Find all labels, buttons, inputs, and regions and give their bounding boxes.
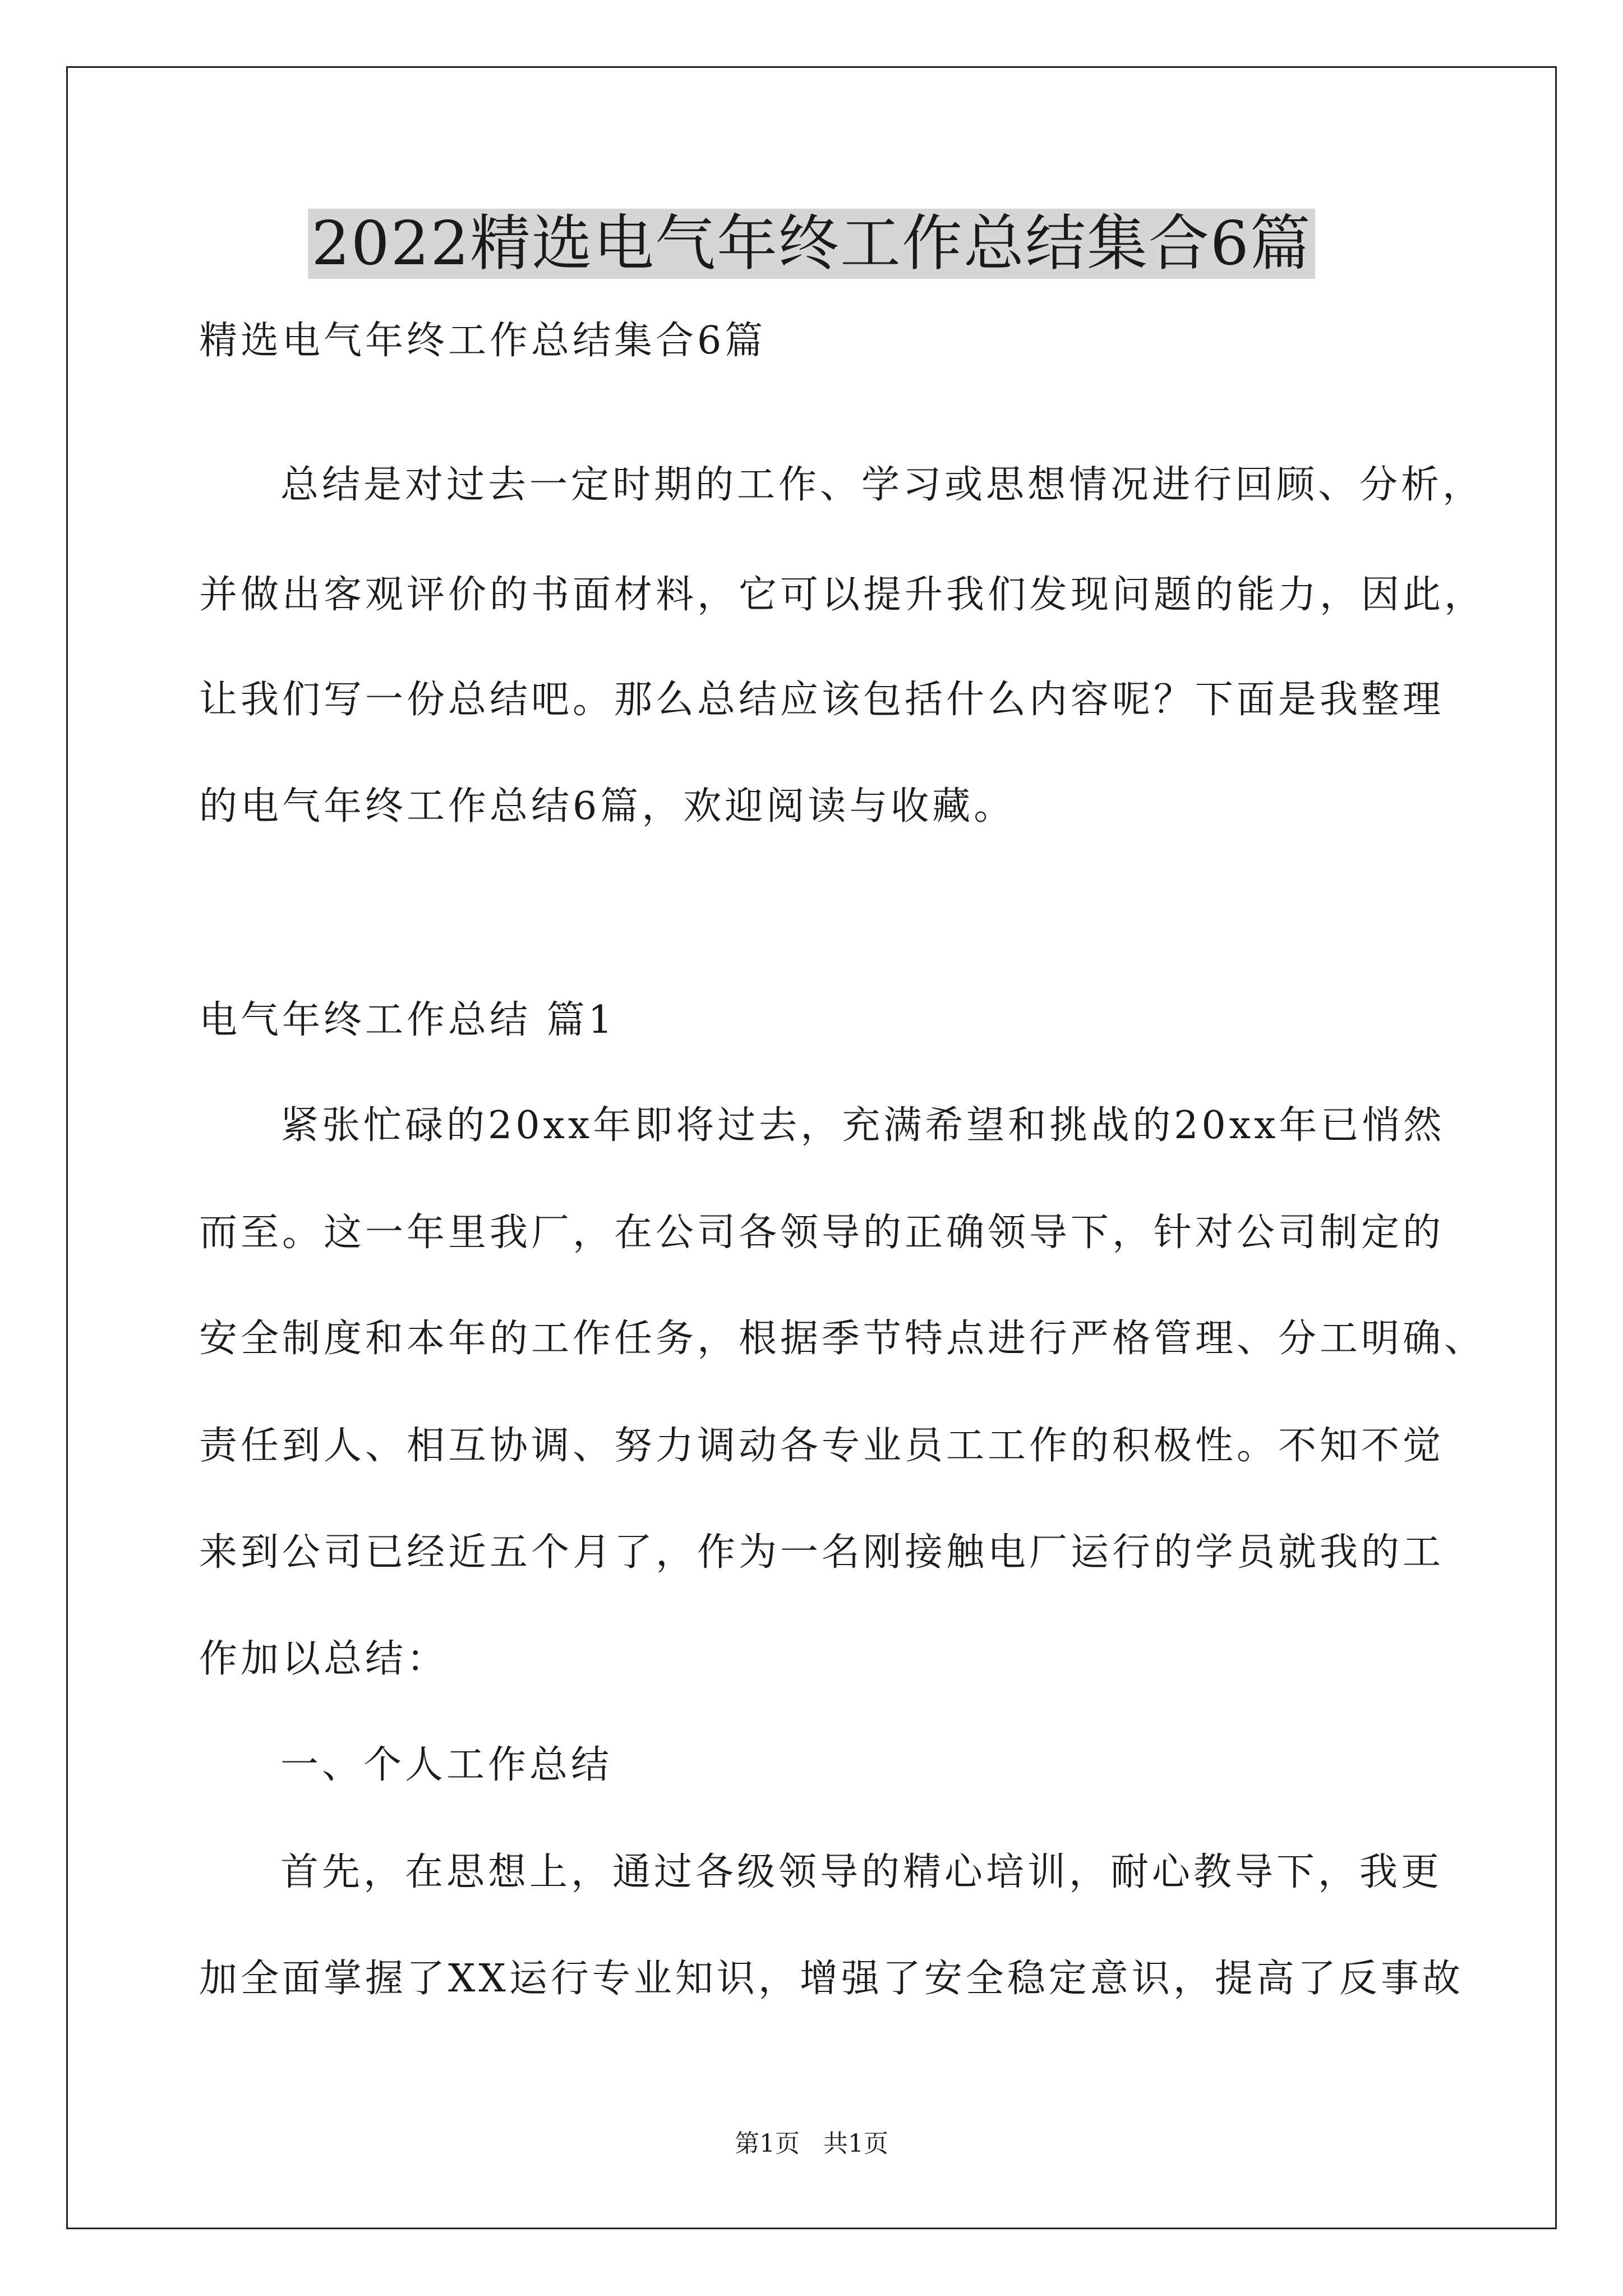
text-line: 的电气年终工作总结6篇，欢迎阅读与收藏。 xyxy=(199,784,1016,829)
text-line: 并做出客观评价的书面材料，它可以提升我们发现问题的能力，因此， xyxy=(199,573,1486,617)
page-footer: 第1页 共1页 xyxy=(735,2129,888,2158)
text-line: 作加以总结： xyxy=(199,1637,449,1681)
text-line: 让我们写一份总结吧。那么总结应该包括什么内容呢？下面是我整理 xyxy=(199,678,1445,722)
text-line: 加全面掌握了XX运行专业知识，增强了安全稳定意识，提高了反事故 xyxy=(199,1957,1464,2001)
text-line: 责任到人、相互协调、努力调动各专业员工工作的积极性。不知不觉 xyxy=(199,1424,1445,1468)
text-line: 首先，在思想上，通过各级领导的精心培训，耐心教导下，我更 xyxy=(280,1850,1443,1894)
subsection-heading: 一、个人工作总结 xyxy=(280,1743,613,1787)
text-line: 安全制度和本年的工作任务，根据季节特点进行严格管理、分工明确、 xyxy=(199,1317,1486,1361)
text-line: 紧张忙碌的20xx年即将过去，充满希望和挑战的20xx年已悄然 xyxy=(280,1103,1445,1148)
document-title-text: 2022精选电气年终工作总结集合6篇 xyxy=(308,209,1315,279)
text-line: 总结是对过去一定时期的工作、学习或思想情况进行回顾、分析， xyxy=(280,463,1484,507)
text-line: 而至。这一年里我厂，在公司各领导的正确领导下，针对公司制定的 xyxy=(199,1211,1445,1255)
section-heading: 电气年终工作总结 篇1 xyxy=(199,998,616,1042)
subtitle-line: 精选电气年终工作总结集合6篇 xyxy=(199,319,767,363)
document-title xyxy=(0,202,1623,286)
text-line: 来到公司已经近五个月了，作为一名刚接触电厂运行的学员就我的工 xyxy=(199,1530,1445,1575)
